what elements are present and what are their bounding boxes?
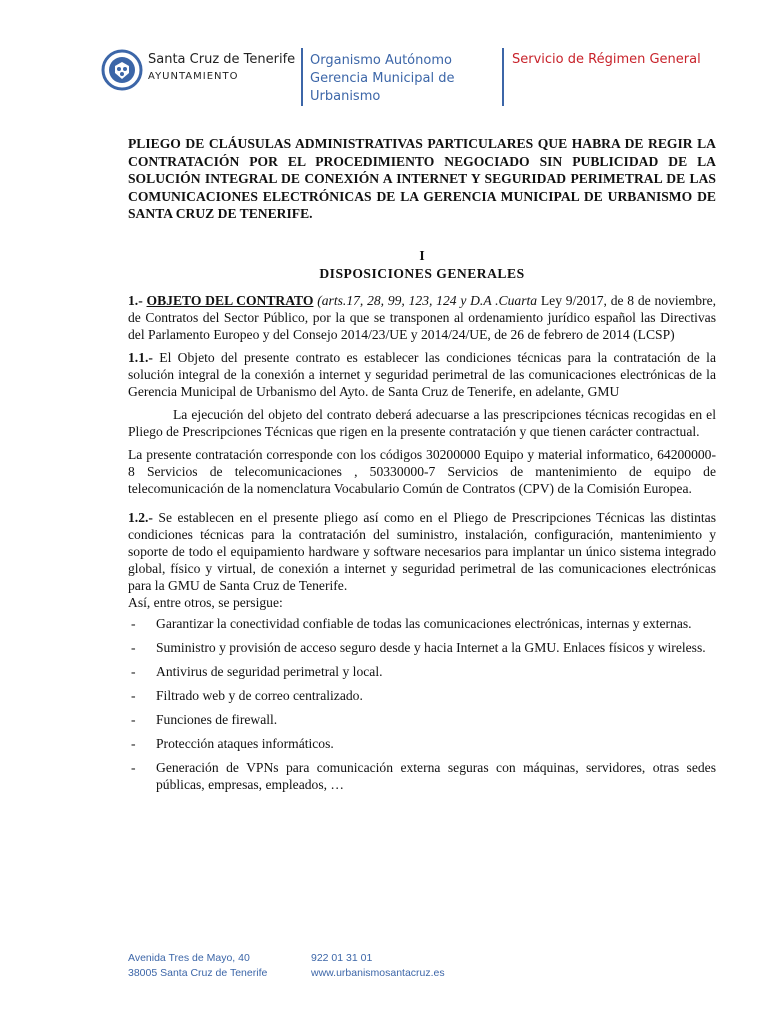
dash-bullet: - [131, 735, 136, 751]
footer-address-line: Avenida Tres de Mayo, 40 [128, 952, 250, 964]
header-divider [502, 48, 504, 106]
footer-address [128, 951, 267, 981]
letterhead [0, 0, 770, 120]
list-item-text: Antivirus de seguridad perimetral y local. [156, 663, 383, 679]
list-item [128, 735, 716, 752]
list-item-text: Protección ataques informáticos. [156, 735, 334, 751]
city-name: Santa Cruz de Tenerife [148, 52, 296, 67]
list-item [128, 759, 716, 793]
clause-heading: OBJETO DEL CONTRATO [146, 292, 314, 308]
list-item [128, 639, 716, 656]
city-shield-logo-icon [101, 49, 143, 91]
dash-bullet: - [131, 759, 136, 775]
organism-line: Organismo Autónomo [310, 53, 452, 68]
paragraph: La presente contratación corresponde con los códigos 30200000 Equipo y material informatico, 64200000-8 Servicios de telecomunicaciones , 50330000-7 Servicios de mantenimiento de equipo de telecomunicación de la nomenclatura Vocabulario Común de Contratos (CPV) de la Comisión Europea. [128, 446, 716, 496]
clause-number: 1.- [128, 292, 143, 308]
clause-text: El Objeto del presente contrato es establecer las condiciones técnicas para la contratación de la solución integral de la conexión a internet y seguridad perimetral de las comunicaciones electrónicas de la Gerencia Municipal de Urbanismo del Ayto. de Santa Cruz de Tenerife, en adelante, GMU [128, 349, 716, 399]
document-body [128, 135, 716, 800]
list-item [128, 711, 716, 728]
organism-name [310, 52, 455, 106]
organism-line: Urbanismo [310, 89, 381, 104]
section-title: DISPOSICIONES GENERALES [319, 265, 525, 281]
dash-bullet: - [131, 615, 136, 631]
clause-text: Ley 9/2017, de 8 de noviembre, de Contratos del Sector Público, por la que se transponen al ordenamiento jurídico español las Directivas del Parlamento Europeo y del Consejo 2014/23/UE y 2014/24/UE, de 26 de febrero de 2014 (LCSP) [128, 292, 717, 342]
paragraph: La ejecución del objeto del contrato deberá adecuarse a las prescripciones técnicas recogidas en el Pliego de Prescripciones Técnicas que rigen en la presente contratación y que tienen carácter contractual. [128, 406, 716, 439]
footer-contact [311, 951, 445, 981]
list-intro: Así, entre otros, se persigue: [128, 594, 283, 610]
clause-1-2 [128, 509, 716, 594]
clause-number: 1.2.- [128, 509, 153, 525]
clause-number: 1.1.- [128, 349, 153, 365]
ayuntamiento-label: AYUNTAMIENTO [148, 71, 239, 82]
organism-line: Gerencia Municipal de [310, 71, 455, 86]
objectives-list [128, 615, 716, 793]
clause-articles: (arts.17, 28, 99, 123, 124 y D.A .Cuarta [317, 292, 538, 308]
list-item-text: Suministro y provisión de acceso seguro desde y hacia Internet a la GMU. Enlaces físicos y wireless. [156, 639, 706, 655]
list-item-text: Garantizar la conectividad confiable de todas las comunicaciones electrónicas, internas y externas. [156, 615, 692, 631]
list-item [128, 663, 716, 680]
section-number: I [419, 247, 425, 263]
footer-website-link[interactable]: www.urbanismosantacruz.es [311, 967, 445, 979]
clause-1 [128, 292, 716, 343]
dash-bullet: - [131, 639, 136, 655]
dash-bullet: - [131, 687, 136, 703]
dash-bullet: - [131, 663, 136, 679]
list-item [128, 687, 716, 704]
footer-phone: 922 01 31 01 [311, 952, 373, 964]
dash-bullet: - [131, 711, 136, 727]
clause-text: Se establecen en el presente pliego así como en el Pliego de Prescripciones Técnicas las distintas condiciones técnicas para la contratación del suministro, instalación, configuración, mantenimiento y soporte de todo el equipamiento hardware y software necesarios para implantar un único sistema integrado global, físico y virtual, de conexión a internet y seguridad perimetral de las comunicaciones electrónicas para la GMU de Santa Cruz de Tenerife. [128, 509, 716, 593]
list-item-text: Generación de VPNs para comunicación externa seguras con máquinas, servidores, otras sedes públicas, empresas, empleados, … [156, 759, 716, 792]
list-item [128, 615, 716, 632]
list-item-text: Filtrado web y de correo centralizado. [156, 687, 363, 703]
header-divider [301, 48, 303, 106]
service-name: Servicio de Régimen General [512, 52, 701, 67]
footer-address-line: 38005 Santa Cruz de Tenerife [128, 967, 268, 979]
document-title: PLIEGO DE CLÁUSULAS ADMINISTRATIVAS PARTICULARES QUE HABRA DE REGIR LA CONTRATACIÓN POR EL PROCEDIMIENTO NEGOCIADO SIN PUBLICIDAD DE LA SOLUCIÓN INTEGRAL DE CONEXIÓN A INTERNET Y SEGURIDAD PERIMETRAL DE LAS COMUNICACIONES ELECTRÓNICAS DE LA GERENCIA MUNICIPAL DE URBANISMO DE SANTA CRUZ DE TENERIFE. [128, 136, 716, 221]
list-item-text: Funciones de firewall. [156, 711, 278, 727]
clause-1-1 [128, 349, 716, 400]
